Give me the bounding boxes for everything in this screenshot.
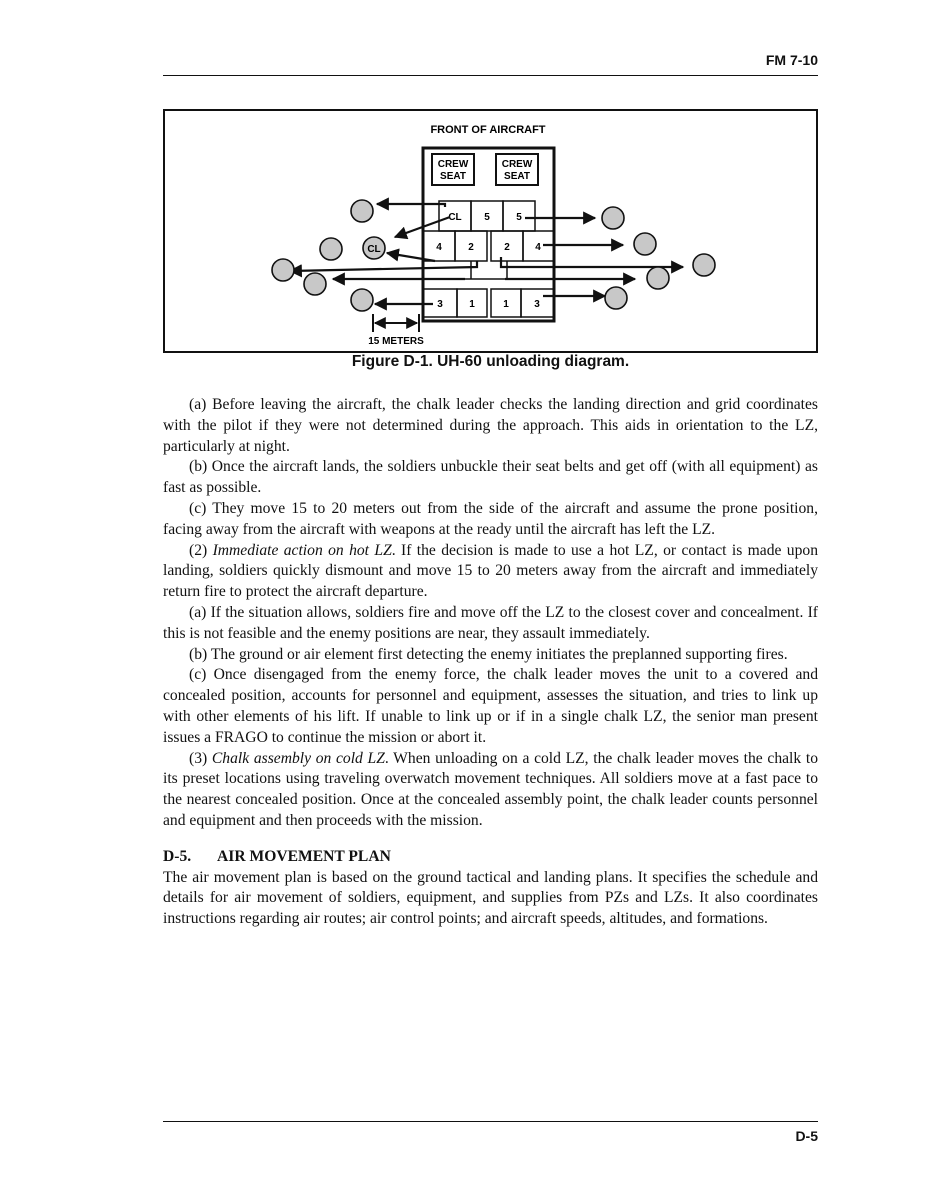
seat-label: 2 [468,242,474,253]
arrow-left [377,204,445,207]
body-text [163,395,818,930]
soldier-position [351,200,373,222]
paragraph: (2) Immediate action on hot LZ. If the decision is made to use a hot LZ, or contact is made upon landing, soldiers quickly dismount and move 15 to 20 meters away from the aircraft and immediately return fire to protect the aircraft departure. [163,541,818,601]
chalk-leader-marker [363,237,385,259]
section-paragraph: The air movement plan is based on the ground tactical and landing plans. It specifies the schedule and details for air movement of soldiers, equipment, and supplies from PZs and LZs. It also coordinates instructions regarding air routes; air control points; and aircraft speeds, altitudes, and formations. [163,868,818,928]
svg-text:CREW: CREW [437,159,469,170]
soldier-position [320,238,342,260]
crew-seat-left [432,154,474,185]
paragraph: (3) Chalk assembly on cold LZ. When unloading on a cold LZ, the chalk leader moves the chalk to its preset locations using traveling overwatch movement techniques. All soldiers move at a fast pace to the nearest concealed position. Once at the concealed assembly point, the chalk leader counts personnel and equipment and then proceeds with the mission. [163,749,818,829]
middle-lane [423,261,554,279]
soldier-position [634,233,656,255]
crew-seat-right [496,154,538,185]
distance-label: 15 METERS [368,336,424,347]
arrow-right [501,257,683,267]
arrow-left [387,253,435,261]
seat-label: 2 [504,242,510,253]
document-code: FM 7-10 [765,52,818,68]
soldier-position [351,289,373,311]
header-rule [163,75,818,76]
paragraph: (c) They move 15 to 20 meters out from the side of the aircraft and assume the prone position, facing away from the aircraft with weapons at the ready until the aircraft has left the LZ. [163,499,818,538]
svg-text:CREW: CREW [501,159,533,170]
figure-caption: Figure D-1. UH-60 unloading diagram. [351,353,630,370]
distance-scale [373,314,419,332]
svg-text:CL: CL [367,244,381,255]
soldier-position [304,273,326,295]
soldier-position [602,207,624,229]
seat-label: 1 [469,299,475,310]
seat-label: 4 [535,242,541,253]
seat-label: 1 [503,299,509,310]
soldier-position [605,287,627,309]
uh60-unloading-diagram [163,109,818,353]
svg-text:SEAT: SEAT [504,171,530,182]
arrow-left [290,261,477,271]
paragraph: (a) If the situation allows, soldiers fire and move off the LZ to the closest cover and concealment. If this is not feasible and the enemy positions are near, they assault immediately. [163,603,818,642]
seat-label: 4 [436,242,442,253]
soldier-positions [272,200,715,311]
section-heading: D-5. AIR MOVEMENT PLAN [163,847,391,865]
seat-label: 5 [484,212,490,223]
seat-label: 3 [534,299,540,310]
soldier-position [693,254,715,276]
page-number: D-5 [795,1128,818,1144]
seat-label: CL [448,212,462,223]
soldier-position [272,259,294,281]
paragraph: (b) The ground or air element first detecting the enemy initiates the preplanned supporting fires. [189,645,788,663]
paragraph: (b) Once the aircraft lands, the soldiers unbuckle their seat belts and get off (with all equipment) as fast as possible. [163,458,818,497]
front-of-aircraft-label: FRONT OF AIRCRAFT [430,124,546,136]
svg-text:SEAT: SEAT [440,171,466,182]
footer-rule [163,1121,818,1122]
soldier-position [647,267,669,289]
paragraph: (a) Before leaving the aircraft, the chalk leader checks the landing direction and grid coordinates with the pilot if they were not determined during the approach. This aids in orientation to the LZ, particularly at night. [163,396,818,455]
seat-label: 5 [516,212,522,223]
seat-label: 3 [437,299,443,310]
paragraph: (c) Once disengaged from the enemy force, the chalk leader moves the unit to a covered and concealed position, accounts for personnel and equipment, assesses the situation, and tries to link up with other elements of his lift. If unable to link up or if in a single chalk LZ, the senior man present issues a FRAGO to continue the mission or abort it. [163,666,818,746]
